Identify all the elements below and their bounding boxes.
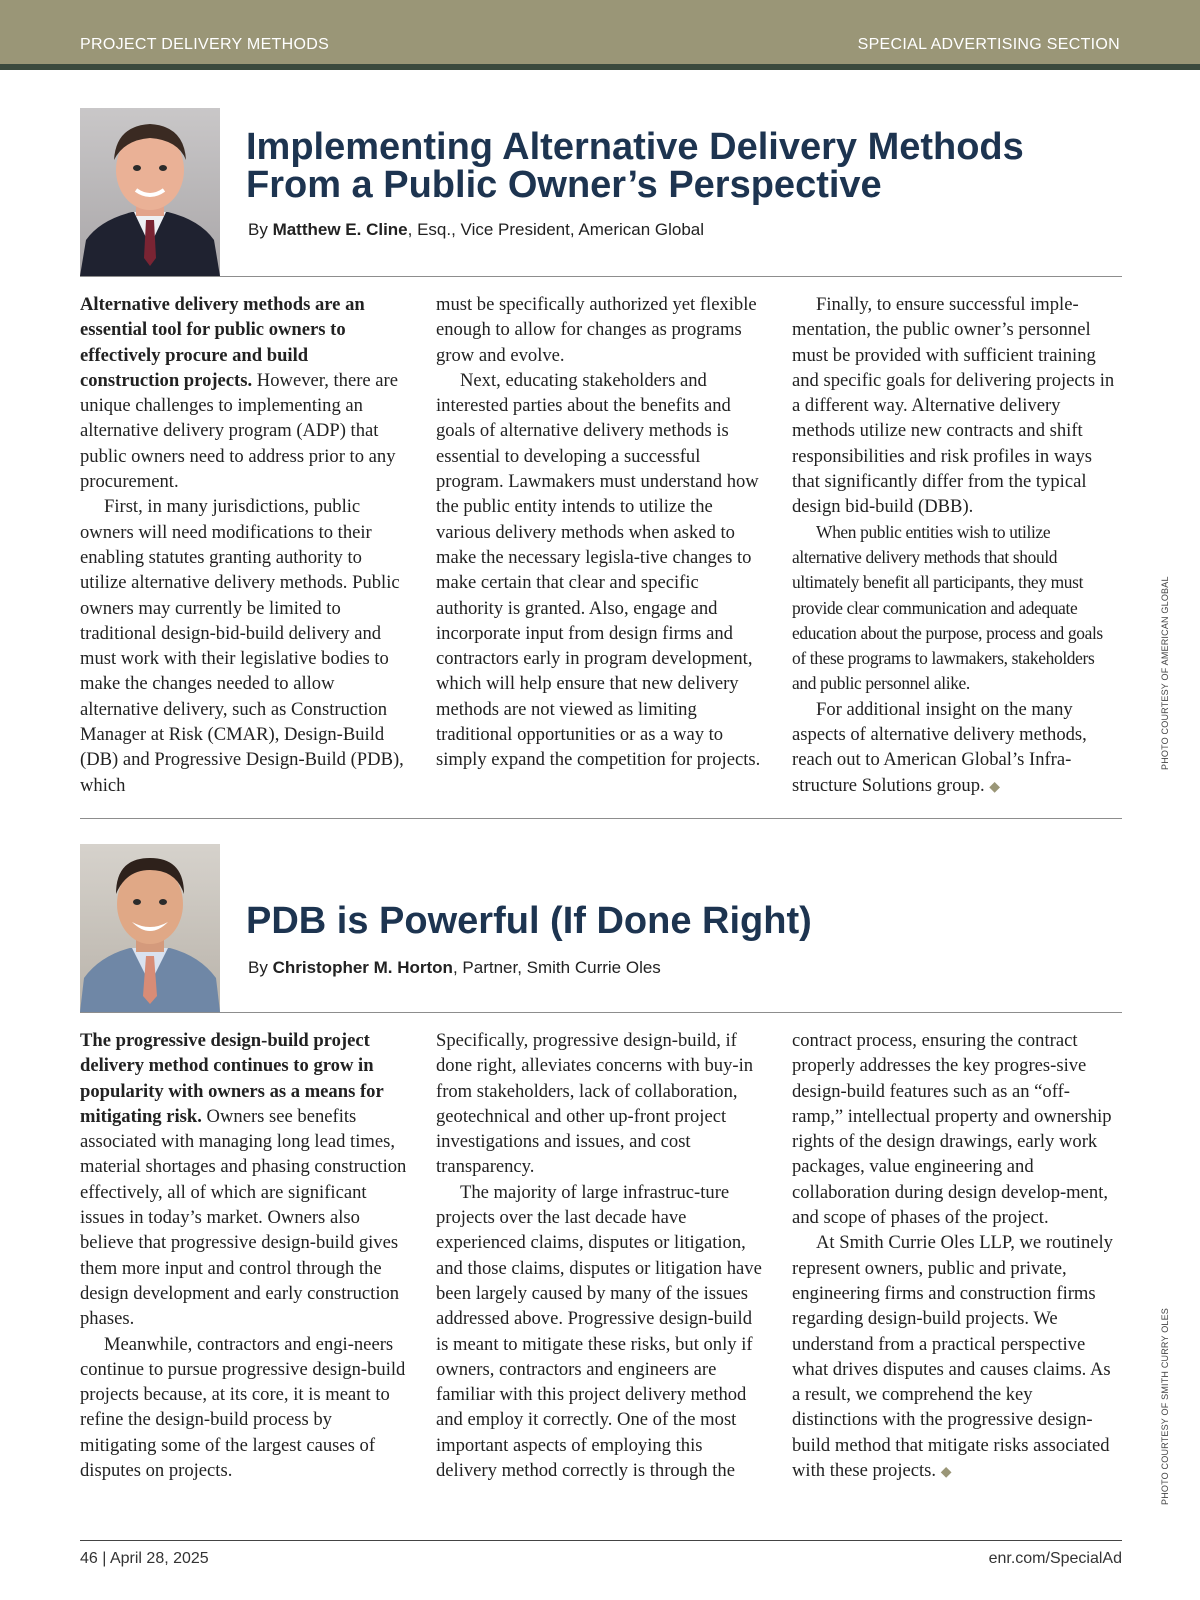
paragraph: must be specifically authorized yet flexible enough to allow for changes as programs grow and evolve. xyxy=(436,294,757,366)
column-3 xyxy=(792,292,1120,800)
paragraph xyxy=(792,697,1120,800)
column-1 xyxy=(80,292,408,800)
byline xyxy=(248,220,704,240)
article-body xyxy=(80,292,1122,800)
column-2 xyxy=(436,292,764,800)
section-header-bar xyxy=(0,0,1200,70)
paragraph-text: At Smith Currie Oles LLP, we routinely represent owners, public and private, engineering firms and construction firms regarding design-build projects. We understand from a practical perspective what drives disputes and causes claims. As a result, we comprehend the key distinctions with the progressive design-build method that mitigate risks associated with these projects. xyxy=(792,1232,1113,1482)
section-label: PROJECT DELIVERY METHODS xyxy=(80,36,330,53)
paragraph-text: Owners see benefits associated with managing long lead times, material shortages and phasing construction effectively, all of which are significant issues in today’s market. Owners also believe that progressive design-build gives them more input and control through the design development and early construction phases. xyxy=(80,1105,407,1330)
lead-sentence: Alternative delivery methods are an essential tool for public owners to effectively procure and build construction projects. xyxy=(80,294,365,391)
paragraph: Specifically, progressive design-build, if done right, alleviates concerns with buy-in from stakeholders, lack of collaboration, geotechnical and other up-front project investigations and issues, and cost transparency. xyxy=(436,1030,754,1178)
author-name: Christopher M. Horton xyxy=(272,958,453,977)
footer-divider xyxy=(80,1540,1122,1541)
paragraph: When public entities wish to utilize alternative delivery methods that should ultimately benefit all participants, they must provide clear communication and adequate education about the purpose, process and goals of these programs to lawmakers, stakeholders and public personnel alike. xyxy=(792,521,1103,694)
paragraph: Meanwhile, contractors and engi-neers continue to pursue progressive design-build projects because, at its core, it is meant to refine the design-build process by mitigating some of the largest causes of disputes on projects. xyxy=(80,1333,406,1482)
footer-url: enr.com/SpecialAd xyxy=(988,1550,1122,1567)
author-photo-cline xyxy=(80,108,220,276)
article-title-line1: Implementing Alternative Delivery Methods xyxy=(246,126,1024,168)
column-2 xyxy=(436,1028,764,1485)
column-3 xyxy=(792,1028,1120,1485)
column-1 xyxy=(80,1028,408,1485)
diamond-icon: ◆ xyxy=(989,779,1001,795)
article-title-line2: From a Public Owner’s Perspective xyxy=(246,164,882,206)
article-body xyxy=(80,1028,1122,1485)
divider xyxy=(80,1012,1122,1013)
photo-credit: PHOTO COURTESY OF SMITH CURRY OLES xyxy=(1160,1307,1170,1505)
byline xyxy=(248,958,661,978)
paragraph: First, in many jurisdictions, public owners will need modifications to their enabling statutes granting authority to utilize alternative delivery methods. Public owners may currently be limited to traditional design-bid-build delivery and must work with their legislative bodies to make the changes needed to allow alternative delivery, such as Construction Manager at Risk (CMAR), Design-Build (DB) and Progressive Design-Build (PDB), which xyxy=(80,496,404,796)
paragraph xyxy=(792,1230,1120,1485)
page-info: 46 | April 28, 2025 xyxy=(80,1550,209,1567)
paragraph: contract process, ensuring the contract properly addresses the key progres-sive design-build features such as an “off-ramp,” intellectual property and ownership rights of the design drawings, early work packages, value engineering and collaboration during design develop-ment, and scope of phases of the project. xyxy=(792,1030,1112,1229)
byline-prefix: By xyxy=(248,220,273,239)
paragraph: The majority of large infrastruc-ture projects over the last decade have experienced claims, disputes or litigation, and those claims, disputes or litigation have been largely caused by many of the issues addressed above. Progressive design-build is meant to mitigate these risks, but only if owners, contractors and engineers are familiar with this project delivery method and employ it correctly. One of the most important aspects of employing this delivery method correctly is through the xyxy=(436,1181,762,1482)
advertising-label: SPECIAL ADVERTISING SECTION xyxy=(857,36,1120,53)
author-role: , Partner, Smith Currie Oles xyxy=(452,958,661,977)
paragraph: Finally, to ensure successful imple-mentation, the public owner’s personnel must be provided with sufficient training and specific goals for delivering projects in a different way. Alternative delivery methods utilize new contracts and shift responsibilities and risk profiles in ways that significantly differ from the typical design bid-build (DBB). xyxy=(792,294,1115,518)
author-name: Matthew E. Cline xyxy=(272,220,408,239)
author-photo-horton xyxy=(80,844,220,1012)
paragraph xyxy=(80,1028,408,1332)
section-divider xyxy=(80,818,1122,819)
article-title xyxy=(246,128,1106,204)
paragraph-text: For additional insight on the many aspects of alternative delivery methods, reach out to American Global’s Infra-structure Solutions group. xyxy=(792,698,1087,796)
photo-credit: PHOTO COURTESY OF AMERICAN GLOBAL xyxy=(1160,576,1170,770)
article-title: PDB is Powerful (If Done Right) xyxy=(246,900,812,942)
paragraph xyxy=(80,292,408,494)
paragraph: Next, educating stakeholders and interested parties about the benefits and goals of alternative delivery methods is essential to developing a successful program. Lawmakers must understand how the public entity intends to utilize the various delivery methods when asked to make the necessary legisla-tive changes to make certain that clear and specific authority is granted. Also, engage and incorporate input from design firms and contractors early in program development, which will help ensure that new delivery methods are not viewed as limiting traditional opportunities or as a way to simply expand the competition for projects. xyxy=(436,369,761,771)
paragraph-text: However, there are unique challenges to implementing an alternative delivery program (ADP) that public owners need to address prior to any procurement. xyxy=(80,369,398,493)
author-role: , Esq., Vice President, American Global xyxy=(407,220,705,239)
diamond-icon: ◆ xyxy=(940,1465,952,1481)
lead-sentence: The progressive design-build project delivery method continues to grow in popularity with owners as a means for mitigating risk. xyxy=(80,1030,384,1127)
divider xyxy=(80,276,1122,277)
byline-prefix: By xyxy=(248,958,273,977)
